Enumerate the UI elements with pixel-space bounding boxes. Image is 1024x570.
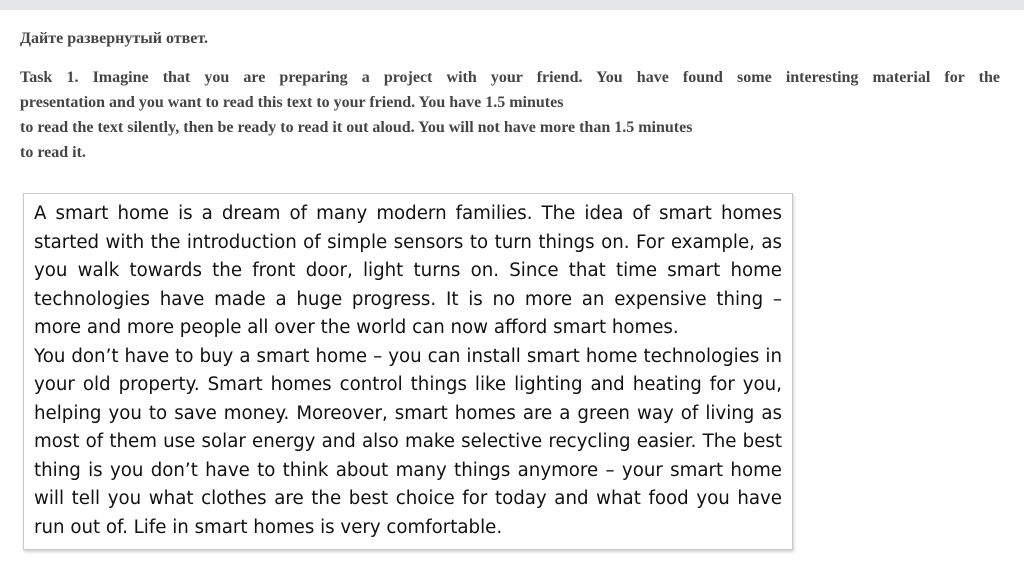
task-line-3: to read the text silently, then be ready to read it out aloud. You will not have more than 1.5 minutes — [20, 119, 693, 136]
top-toolbar-strip — [0, 0, 1024, 10]
task-line-2: presentation and you want to read this text to your friend. You have 1.5 minutes — [20, 94, 564, 111]
instruction-heading: Дайте развернутый ответ. — [20, 30, 208, 47]
task-line-1: Task 1. Imagine that you are preparing a project with your friend. You have found some interesting material for the — [20, 69, 1000, 86]
reading-paragraph-1: A smart home is a dream of many modern families. The idea of smart homes started with the introduction of simple sensors to turn things on. For example, as you walk towards the front door, light turns on. Since that time smart home technologies have made a huge progress. It is no more an expensive thing – more and more people all over the world can now afford smart homes. — [34, 203, 782, 338]
reading-paragraph-2: You don’t have to buy a smart home – you can install smart home technologies in your old property. Smart homes control things like lighting and heating for you, helping you to save money. Moreover, smart homes are a green way of living as most of them use solar energy and also make selective recycling easier. The best thing is you don’t have to think about many things anymore – your smart home will tell you what clothes are the best choice for today and what food you have run out of. Life in smart homes is very comfortable. — [34, 345, 782, 538]
task-line-4: to read it. — [20, 144, 86, 161]
reading-text-box — [23, 193, 793, 550]
task-description — [20, 65, 1000, 165]
